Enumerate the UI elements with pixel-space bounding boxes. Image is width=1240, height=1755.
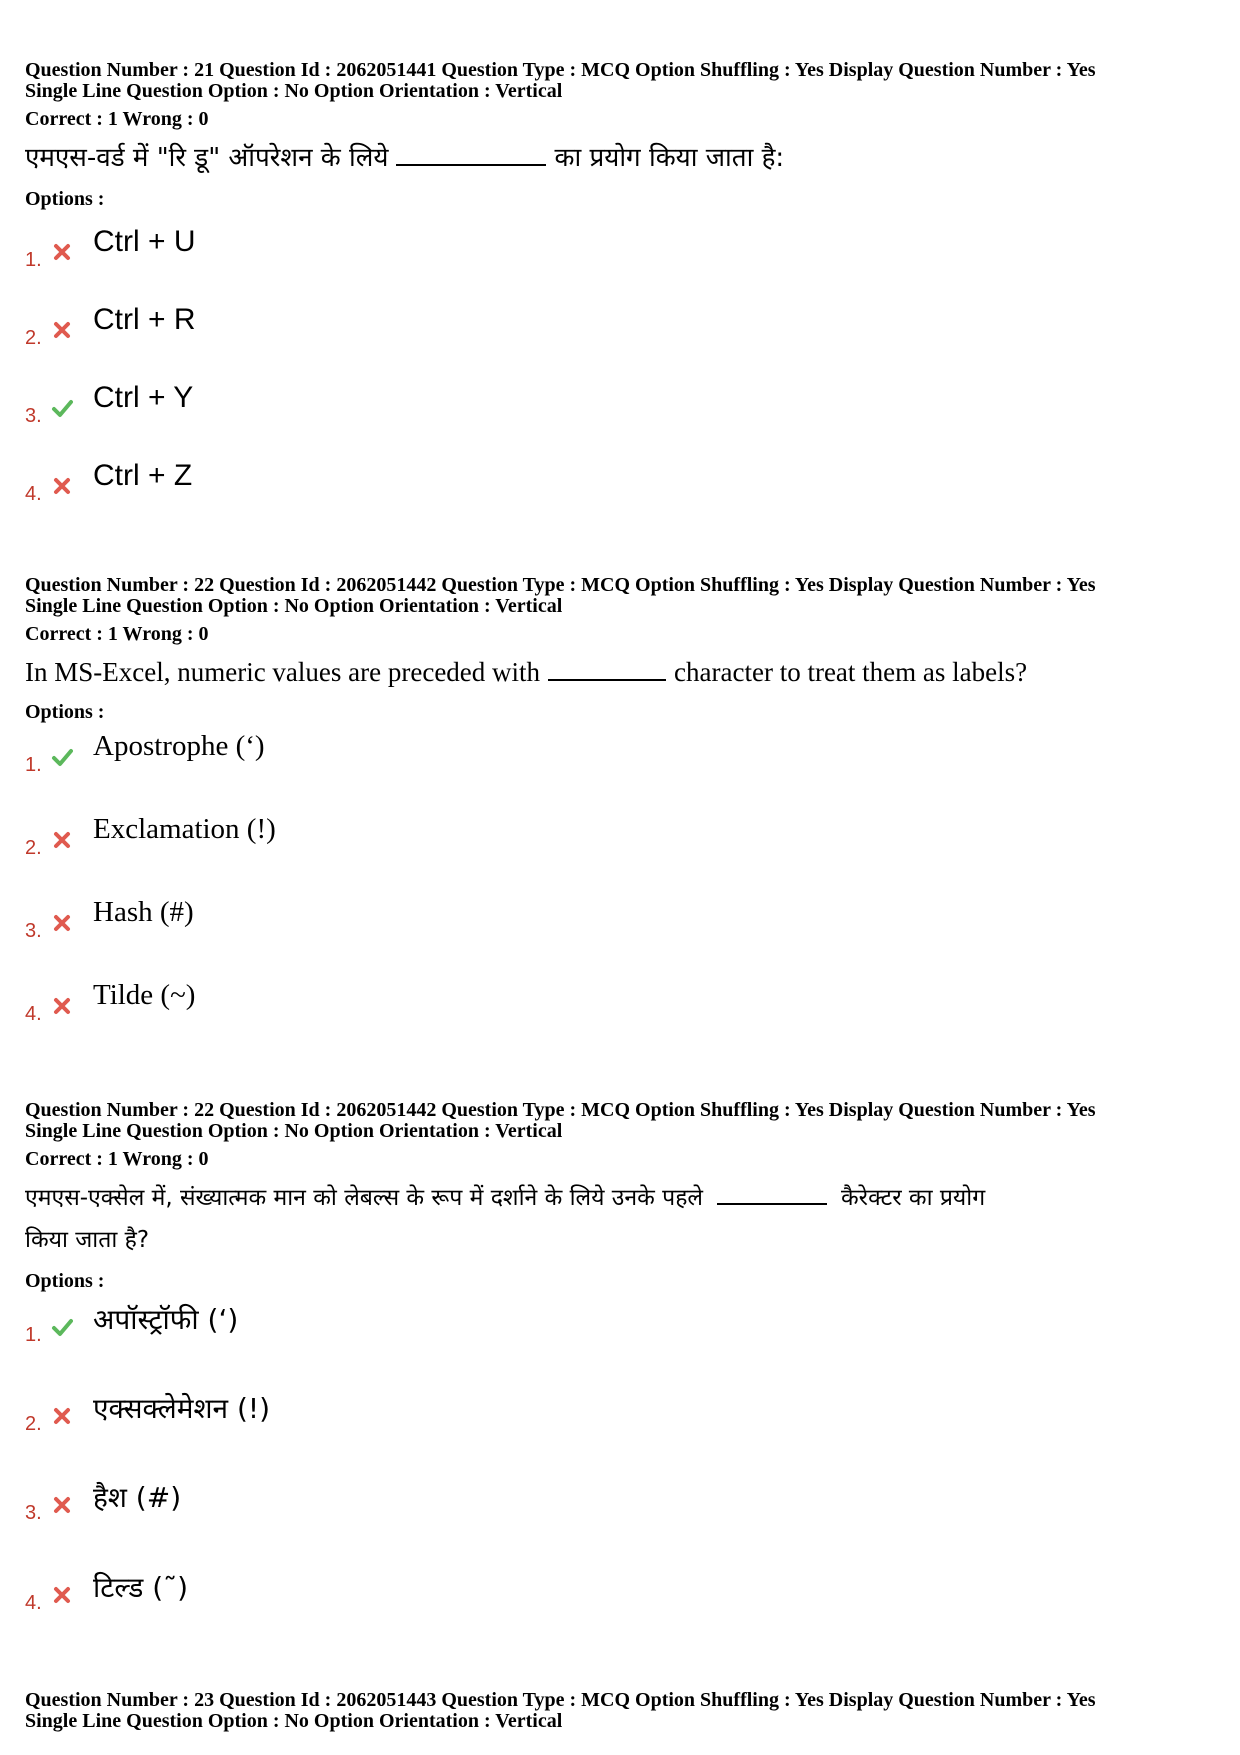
options-heading: Options : [25, 701, 105, 723]
correct-wrong-marks: Correct : 1 Wrong : 0 [25, 1148, 209, 1170]
option-number: 3. [25, 1502, 42, 1524]
question-meta-line2: Single Line Question Option : No Option Orientation : Vertical [25, 1120, 563, 1142]
option-number: 2. [25, 837, 42, 859]
option-number: 4. [25, 1003, 42, 1025]
question-text-before: एमएस-एक्सेल में, संख्यात्मक मान को लेबल्स के रूप में दर्शाने के लिये उनके पहले [25, 1185, 703, 1211]
question-meta [25, 1690, 1225, 1732]
question-text-after: का प्रयोग किया जाता है: [554, 143, 785, 173]
question-text [25, 1177, 1225, 1261]
option-text: Ctrl + U [93, 225, 196, 258]
option-text: टिल्ड (˜) [93, 1571, 189, 1604]
option-text: हैश (#) [93, 1481, 182, 1514]
options-heading: Options : [25, 188, 105, 210]
option-text: Exclamation (!) [93, 813, 276, 845]
question-text-before: In MS-Excel, numeric values are preceded with [25, 657, 541, 687]
question-block-23 [25, 1690, 1225, 1732]
wrong-icon [51, 995, 73, 1017]
question-meta-line1: Question Number : 22 Question Id : 2062051442 Question Type : MCQ Option Shuffling : Yes Display Question Number : Yes [25, 1099, 1096, 1121]
option-number: 4. [25, 483, 42, 505]
option-text: अपॉस्ट्रॉफी (‘) [93, 1303, 239, 1336]
option-text: एक्सक्लेमेशन (!) [93, 1392, 271, 1425]
correct-icon [51, 746, 73, 768]
question-block-22-english [25, 575, 1225, 724]
option-number: 2. [25, 1413, 42, 1435]
wrong-icon [51, 1405, 73, 1427]
option-text: Ctrl + R [93, 303, 196, 336]
question-text-after: कैरेक्टर का प्रयोग [841, 1185, 986, 1211]
correct-icon [51, 1316, 73, 1338]
question-meta-line2: Single Line Question Option : No Option Orientation : Vertical [25, 595, 563, 617]
option-text: Tilde (~) [93, 979, 196, 1011]
question-meta [25, 1100, 1225, 1142]
option-number: 3. [25, 405, 42, 427]
wrong-icon [51, 319, 73, 341]
correct-wrong-marks: Correct : 1 Wrong : 0 [25, 108, 209, 130]
option-number: 3. [25, 920, 42, 942]
question-meta-line1: Question Number : 22 Question Id : 2062051442 Question Type : MCQ Option Shuffling : Yes Display Question Number : Yes [25, 574, 1096, 596]
answer-blank [396, 144, 546, 166]
question-meta-line2: Single Line Question Option : No Option Orientation : Vertical [25, 1710, 563, 1732]
wrong-icon [51, 1584, 73, 1606]
question-meta-line2: Single Line Question Option : No Option Orientation : Vertical [25, 80, 563, 102]
option-text: Apostrophe (‘) [93, 730, 265, 762]
correct-icon [51, 397, 73, 419]
option-number: 1. [25, 249, 42, 271]
question-text-after: character to treat them as labels? [674, 657, 1028, 687]
question-block-21 [25, 60, 1225, 211]
wrong-icon [51, 1494, 73, 1516]
correct-wrong-marks: Correct : 1 Wrong : 0 [25, 623, 209, 645]
question-meta-line1: Question Number : 21 Question Id : 2062051441 Question Type : MCQ Option Shuffling : Yes Display Question Number : Yes [25, 59, 1096, 81]
wrong-icon [51, 912, 73, 934]
option-number: 2. [25, 327, 42, 349]
wrong-icon [51, 829, 73, 851]
question-meta [25, 60, 1225, 102]
answer-blank [717, 1183, 827, 1205]
question-block-22-hindi [25, 1100, 1225, 1293]
wrong-icon [51, 475, 73, 497]
question-meta [25, 575, 1225, 617]
option-number: 1. [25, 1324, 42, 1346]
option-number: 1. [25, 754, 42, 776]
question-text [25, 652, 1225, 692]
option-text: Hash (#) [93, 896, 194, 928]
options-heading: Options : [25, 1270, 105, 1292]
option-number: 4. [25, 1592, 42, 1614]
option-text: Ctrl + Y [93, 381, 194, 414]
question-text-line2: किया जाता है? [25, 1227, 150, 1253]
wrong-icon [51, 241, 73, 263]
answer-blank [548, 659, 666, 681]
question-text-before: एमएस-वर्ड में "रि डू" ऑपरेशन के लिये [25, 143, 389, 173]
question-meta-line1: Question Number : 23 Question Id : 2062051443 Question Type : MCQ Option Shuffling : Yes Display Question Number : Yes [25, 1689, 1096, 1711]
question-text [25, 137, 1225, 179]
option-text: Ctrl + Z [93, 459, 193, 492]
